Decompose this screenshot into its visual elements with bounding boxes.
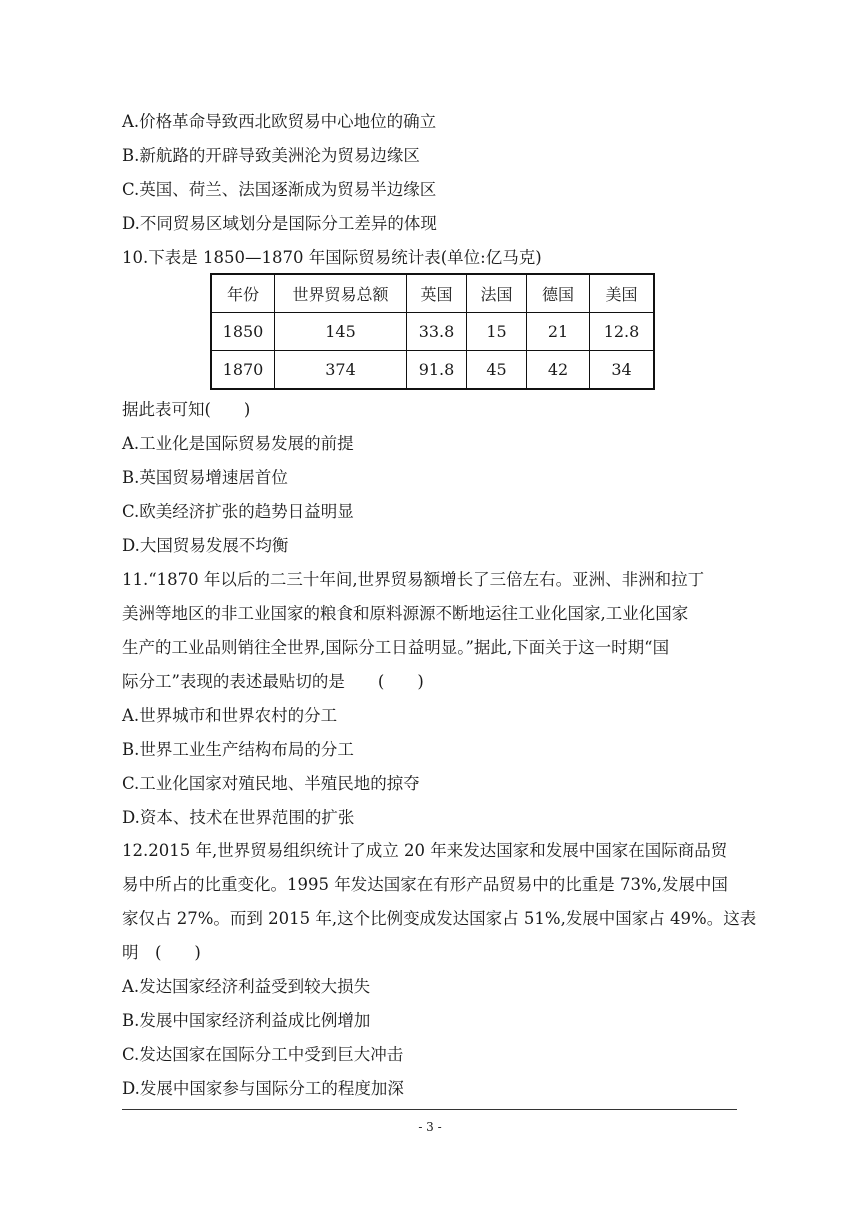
- q12-option-d: D.发展中国家参与国际分工的程度加深: [122, 1079, 404, 1098]
- q11-option-c: C.工业化国家对殖民地、半殖民地的掠夺: [122, 774, 420, 793]
- q12-option-a: A.发达国家经济利益受到较大损失: [122, 977, 371, 996]
- table-row: [211, 351, 654, 390]
- q12-stem-line-3: 家仅占 27%。而到 2015 年,这个比例变成发达国家占 51%,发展中国家占 49%。这表: [122, 909, 757, 928]
- q10-prompt: 据此表可知( ): [122, 400, 251, 419]
- q11-stem-line-3: 生产的工业品则销往全世界,国际分工日益明显。”据此,下面关于这一时期“国: [122, 638, 670, 657]
- table-cell: 374: [275, 351, 407, 390]
- table-header-cell: 年份: [211, 274, 275, 313]
- table-cell: 91.8: [407, 351, 467, 390]
- q11-option-a: A.世界城市和世界农村的分工: [122, 706, 338, 725]
- q10-stem: 10.下表是 1850—1870 年国际贸易统计表(单位:亿马克): [122, 248, 542, 267]
- table-header-cell: 世界贸易总额: [275, 274, 407, 313]
- table-header-cell: 法国: [467, 274, 527, 313]
- table-cell: 42: [527, 351, 590, 390]
- page-number: - 3 -: [418, 1120, 442, 1134]
- table-cell: 15: [467, 313, 527, 351]
- table-cell: 21: [527, 313, 590, 351]
- q12-stem-line-4: 明 ( ): [122, 943, 201, 962]
- table-cell: 34: [590, 351, 655, 390]
- table-cell: 33.8: [407, 313, 467, 351]
- trade-statistics-table: [210, 273, 655, 390]
- footer-divider: [122, 1109, 737, 1110]
- q12-stem-line-2: 易中所占的比重变化。1995 年发达国家在有形产品贸易中的比重是 73%,发展中国: [122, 875, 728, 894]
- q9-option-a: A.价格革命导致西北欧贸易中心地位的确立: [122, 112, 437, 131]
- q10-option-c: C.欧美经济扩张的趋势日益明显: [122, 502, 354, 521]
- q12-stem-line-1: 12.2015 年,世界贸易组织统计了成立 20 年来发达国家和发展中国家在国际商品贸: [122, 841, 728, 860]
- table-row: [211, 313, 654, 351]
- q11-stem-line-2: 美洲等地区的非工业国家的粮食和原料源源不断地运往工业化国家,工业化国家: [122, 604, 689, 623]
- table-cell: 12.8: [590, 313, 655, 351]
- table-cell: 1850: [211, 313, 275, 351]
- table-header-cell: 德国: [527, 274, 590, 313]
- q11-option-d: D.资本、技术在世界范围的扩张: [122, 808, 355, 827]
- q10-option-a: A.工业化是国际贸易发展的前提: [122, 434, 354, 453]
- table-cell: 45: [467, 351, 527, 390]
- q10-option-b: B.英国贸易增速居首位: [122, 468, 288, 487]
- table-cell: 1870: [211, 351, 275, 390]
- q9-option-d: D.不同贸易区域划分是国际分工差异的体现: [122, 214, 437, 233]
- table-cell: 145: [275, 313, 407, 351]
- q11-option-b: B.世界工业生产结构布局的分工: [122, 740, 354, 759]
- table-header-cell: 美国: [590, 274, 655, 313]
- table-header-cell: 英国: [407, 274, 467, 313]
- table-header-row: [211, 274, 654, 313]
- q12-option-c: C.发达国家在国际分工中受到巨大冲击: [122, 1045, 404, 1064]
- q11-stem-line-1: 11.“1870 年以后的二三十年间,世界贸易额增长了三倍左右。亚洲、非洲和拉丁: [122, 570, 705, 589]
- q11-stem-line-4: 际分工”表现的表述最贴切的是 ( ): [122, 672, 424, 691]
- q12-option-b: B.发展中国家经济利益成比例增加: [122, 1011, 371, 1030]
- q9-option-b: B.新航路的开辟导致美洲沦为贸易边缘区: [122, 146, 420, 165]
- q9-option-c: C.英国、荷兰、法国逐渐成为贸易半边缘区: [122, 180, 437, 199]
- q10-option-d: D.大国贸易发展不均衡: [122, 536, 289, 555]
